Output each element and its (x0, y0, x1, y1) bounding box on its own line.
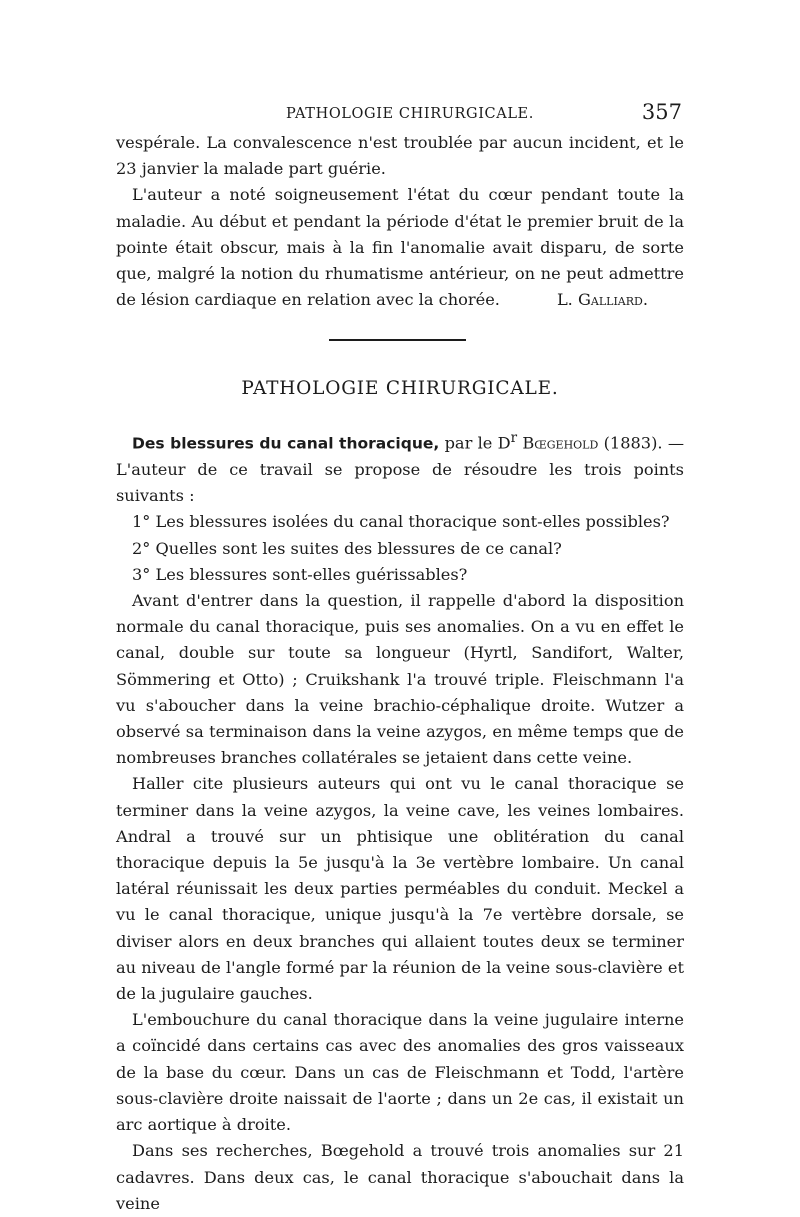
byline-prefix: par le D (444, 433, 511, 453)
divider-rule (329, 339, 466, 341)
paragraph-text: L'auteur a noté soigneusement l'état du cœur pendant toute la maladie. Au début et pendant la période d'état le premier bruit de la pointe était obscur, mais à la fin l'anomalie avait disparu, de sorte que, malgré la notion du rhumatisme antérieur, on ne peut admettre de lésion cardiaque en relation avec la chorée. (116, 185, 684, 310)
list-item: 3° Les blessures sont-elles guérissables? (132, 564, 468, 584)
paragraph-recherches: Dans ses recherches, Bœgehold a trouvé trois anomalies sur 21 cadavres. Dans deux cas, le canal thoracique s'abouchait dans la veine (116, 1141, 684, 1213)
article-year: (1883). — (603, 433, 685, 453)
list-item: 2° Quelles sont les suites des blessures de ce canal? (132, 538, 562, 558)
section-divider (116, 313, 684, 369)
paragraph-continuation: vespérale. La convalescence n'est troublée par aucun incident, et le 23 janvier la malade part guérie. (116, 133, 684, 179)
running-title: PATHOLOGIE CHIRURGICALE. (286, 106, 534, 122)
paragraph-haller: Haller cite plusieurs auteurs qui ont vu le canal thoracique se terminer dans la veine azygos, la veine cave, les veines lombaires. Andral a trouvé sur un phtisique une oblitération du canal thoracique depuis la 5e jusqu'à la 3e vertèbre lombaire. Un canal latéral réunissait les deux parties perméables du conduit. Meckel a vu le canal thoracique, unique jusqu'à la 7e vertèbre dorsale, se diviser alors en deux branches qui allaient toutes deux se terminer au niveau de l'angle formé par la réunion de la veine sous-clavière et de la jugulaire gauches. (116, 774, 684, 1004)
body-text (116, 130, 684, 1217)
article-title: Des blessures du canal thoracique, (132, 434, 440, 453)
article-opening (116, 425, 684, 509)
page-number: 357 (641, 100, 682, 124)
section-heading: PATHOLOGIE CHIRURGICALE. (241, 378, 559, 400)
paragraph-embouchure: L'embouchure du canal thoracique dans la veine jugulaire interne a coïncidé dans certains cas avec des anomalies des gros vaisseaux de la base du cœur. Dans un cas de Fleischmann et Todd, l'artère sous-clavière droite naissait de l'aorte ; dans un 2e cas, il existait un arc aortique à droite. (116, 1010, 684, 1135)
article-intro: L'auteur de ce travail se propose de résoudre les trois points suivants : (116, 460, 684, 506)
running-header (116, 100, 684, 128)
paragraph-heart-observation (116, 182, 684, 313)
byline-sup: r (510, 430, 518, 447)
author-signature: L. Galliard. (556, 290, 648, 310)
list-item: 1° Les blessures isolées du canal thoracique sont-elles possibles? (132, 512, 670, 532)
article-author: Bœgehold (522, 433, 599, 453)
paragraph-anatomy: Avant d'entrer dans la question, il rappelle d'abord la disposition normale du canal thoracique, puis ses anomalies. On a vu en effet le canal, double sur toute sa longueur (Hyrtl, Sandifort, Walter, Sömmering et Otto) ; Cruikshank l'a trouvé triple. Fleischmann l'a vu s'aboucher dans la veine brachio-céphalique droite. Wutzer a observé sa terminaison dans la veine azygos, en même temps que de nombreuses branches collatérales se jetaient dans cette veine. (116, 591, 684, 768)
